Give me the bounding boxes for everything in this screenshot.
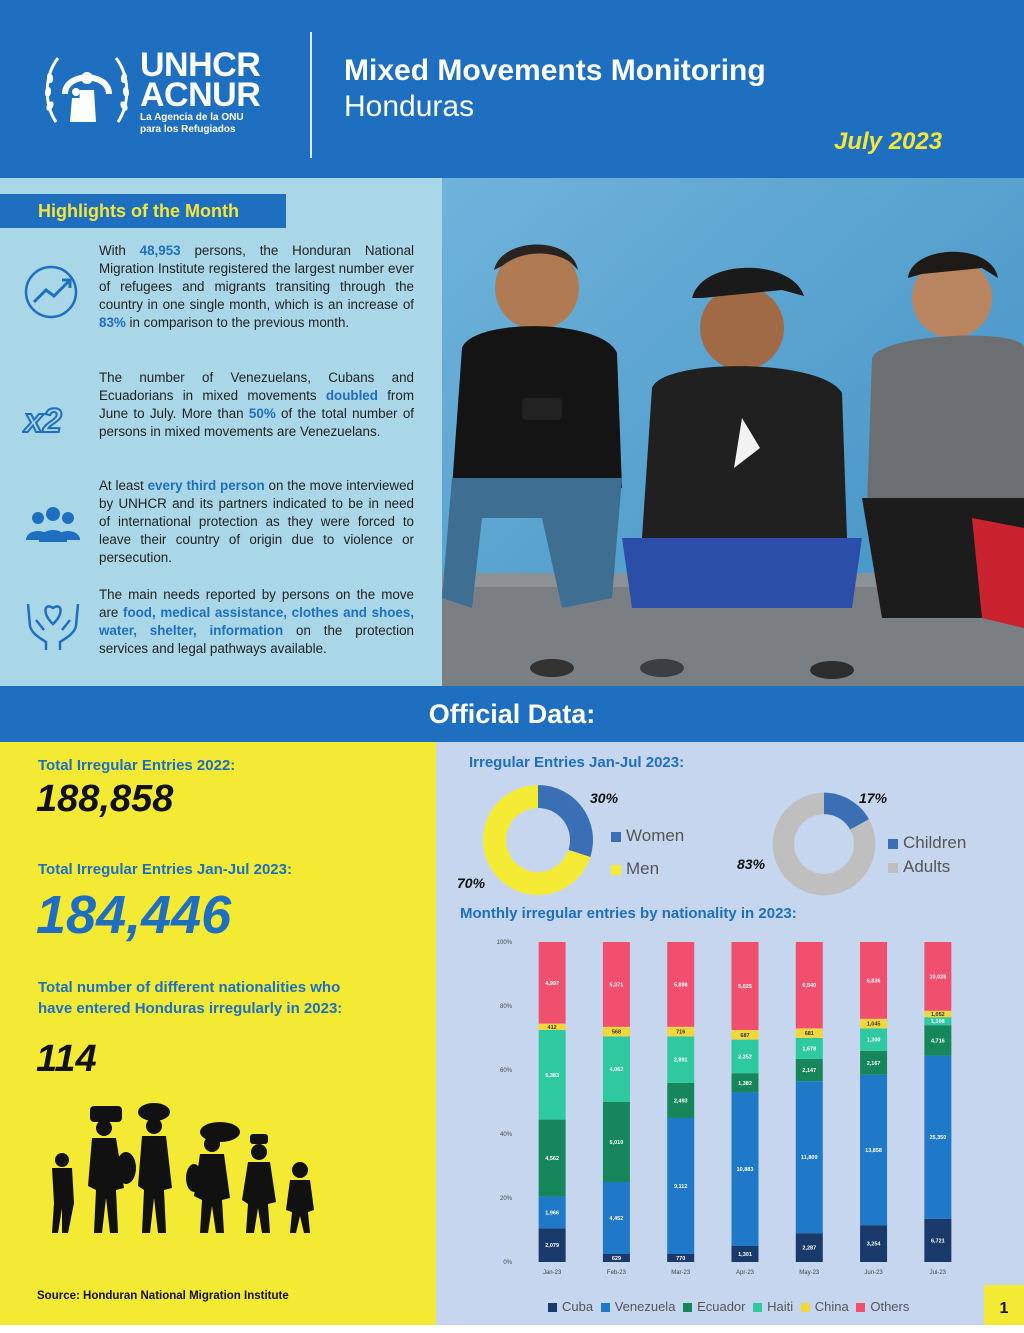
label-total-2023: Total Irregular Entries Jan-Jul 2023: [38, 861, 292, 878]
source-note: Source: Honduran National Migration Institute [37, 1290, 289, 1302]
report-date: July 2023 [834, 128, 943, 155]
legend-adults: Adults [888, 857, 950, 877]
donuts-title: Irregular Entries Jan-Jul 2023: [469, 754, 685, 771]
bar-data-label: 25,350 [929, 1135, 947, 1142]
legend-swatch [856, 1303, 865, 1312]
highlight-1-text: With 48,953 persons, the Honduran National Migration Institute registered the largest number ever of refugees and migrants transiting through the country in one single month, which is an increase of 83% in comparison to the previous month. [99, 243, 414, 330]
donut-gender [478, 780, 598, 900]
unhcr-emblem-icon [40, 42, 134, 138]
x-tick-label: Apr-23 [735, 1270, 755, 1276]
page-subtitle: Honduras [344, 90, 475, 123]
bar-data-label: 1,045 [866, 1021, 881, 1028]
y-tick-label: 60% [499, 1068, 512, 1074]
bar-data-label: 6,836 [866, 978, 881, 985]
legend-children: Children [888, 833, 966, 853]
value-total-2022: 188,858 [36, 778, 174, 820]
donut-age-label-adults: 83% [737, 856, 766, 872]
family-silhouette-icon [44, 1098, 324, 1238]
official-data-heading: Official Data: [0, 686, 1024, 742]
bar-data-label: 1,108 [930, 1019, 945, 1026]
bar-data-label: 4,997 [545, 980, 560, 987]
bar-data-label: 10,883 [736, 1167, 754, 1174]
x-tick-label: Jun-23 [864, 1270, 883, 1276]
highlight-2-text: The number of Venezuelans, Cubans and Ecuadorians in mixed movements doubled from June to July. More than 50% of the total number of persons in mixed movements are Venezuelans. [99, 370, 414, 439]
photo-migrants [442, 178, 1024, 686]
x-tick-label: Feb-23 [606, 1270, 626, 1276]
highlights-tab: Highlights of the Month [0, 194, 286, 228]
donut-age-label-children: 17% [859, 790, 888, 806]
bar-data-label: 687 [740, 1032, 750, 1039]
bar-data-label: 3,254 [866, 1241, 881, 1248]
bar-data-label: 6,721 [930, 1238, 945, 1245]
bar-data-label: 5,625 [738, 984, 752, 990]
monthly-chart-title: Monthly irregular entries by nationality in 2023: [460, 905, 797, 922]
bar-data-label: 1,301 [738, 1252, 752, 1258]
y-tick-label: 100% [496, 940, 512, 946]
bar-data-label: 681 [804, 1031, 814, 1038]
bar-data-label: 11,809 [801, 1155, 818, 1162]
bar-data-label: 1,678 [802, 1046, 817, 1053]
legend-china: China [801, 1299, 849, 1314]
legend-swatch [888, 839, 898, 849]
bar-data-label: 4,062 [609, 1067, 624, 1074]
bar-data-label: 1,382 [738, 1080, 752, 1087]
x-tick-label: Mar-23 [671, 1270, 691, 1276]
logo-wordmark: UNHCR ACNUR [140, 46, 261, 114]
bar-data-label: 2,352 [738, 1054, 752, 1061]
bar-data-label: 2,891 [673, 1057, 688, 1064]
logo-tagline: La Agencia de la ONU para los Refugiados [140, 112, 244, 135]
nationality-legend [548, 1299, 913, 1314]
legend-others: Others [856, 1299, 909, 1314]
x-tick-label: May-23 [799, 1270, 820, 1276]
highlight-4-text: The main needs reported by persons on the move are food, medical assistance, clothes and shoes, water, shelter, information on the protection services and legal pathways available. [99, 587, 414, 656]
highlight-3-text: At least every third person on the move interviewed by UNHCR and its partners indicated to be in need of international protection as they were forced to leave their country of origin due to violence or persecution. [99, 478, 414, 565]
y-tick-label: 80% [499, 1004, 512, 1010]
bar-data-label: 1,052 [930, 1012, 945, 1018]
x-tick-label: Jul-23 [929, 1270, 947, 1276]
value-nationalities: 114 [36, 1038, 97, 1080]
legend-men: Men [611, 859, 659, 879]
bar-data-label: 2,167 [866, 1060, 881, 1067]
legend-swatch [683, 1303, 692, 1312]
legend-swatch [601, 1303, 610, 1312]
bar-data-label: 10,028 [929, 974, 947, 981]
x2-icon [22, 392, 84, 452]
bar-data-label: 1,966 [545, 1210, 560, 1217]
header [0, 0, 1024, 178]
legend-swatch [801, 1303, 810, 1312]
bar-data-label: 412 [547, 1024, 557, 1031]
bar-data-label: 4,452 [609, 1216, 624, 1222]
legend-swatch [888, 863, 898, 873]
legend-swatch [611, 832, 621, 842]
bar-data-label: 5,010 [609, 1140, 624, 1146]
bar-data-label: 629 [611, 1256, 622, 1262]
bar-data-label: 4,562 [545, 1156, 560, 1162]
donut-gender-label-women: 30% [590, 790, 619, 806]
bar-data-label: 2,287 [802, 1245, 817, 1252]
legend-venezuela: Venezuela [601, 1299, 676, 1314]
legend-ecuador: Ecuador [683, 1299, 745, 1314]
page-title: Mixed Movements Monitoring [344, 54, 766, 87]
bar-data-label: 4,716 [930, 1038, 945, 1045]
monthly-stacked-bar-chart [490, 930, 980, 1285]
photo-illustration [442, 178, 1024, 686]
bar-data-label: 13,858 [865, 1148, 882, 1154]
legend-women: Women [611, 826, 684, 846]
x-tick-label: Jan-23 [542, 1270, 562, 1276]
bar-data-label: 6,540 [802, 983, 817, 990]
bar-data-label: 5,898 [673, 982, 688, 989]
people-group-icon [22, 498, 84, 558]
legend-swatch [611, 865, 621, 875]
bar-data-label: 9,112 [673, 1184, 688, 1190]
donut-gender-label-men: 70% [457, 875, 486, 891]
page-number: 1 [984, 1285, 1024, 1325]
label-nationalities: Total number of different nationalities who have entered Honduras irregularly in 2023: [38, 979, 343, 1017]
y-tick-label: 20% [499, 1196, 512, 1202]
bar-data-label: 568 [611, 1029, 622, 1036]
bar-data-label: 5,383 [545, 1072, 560, 1079]
label-total-2022: Total Irregular Entries 2022: [38, 757, 236, 774]
legend-haiti: Haiti [753, 1299, 793, 1314]
bar-data-label: 2,493 [673, 1098, 688, 1105]
hands-heart-icon [22, 594, 84, 654]
bar-data-label: 2,079 [545, 1243, 560, 1250]
y-tick-label: 0% [503, 1260, 512, 1266]
value-total-2023: 184,446 [36, 885, 232, 945]
svg-text:x2: x2 [24, 402, 62, 440]
bar-data-label: 716 [676, 1029, 686, 1036]
header-divider [310, 32, 312, 158]
y-tick-label: 40% [499, 1132, 512, 1138]
legend-cuba: Cuba [548, 1299, 593, 1314]
bar-data-label: 770 [676, 1256, 686, 1262]
legend-swatch [753, 1303, 762, 1312]
bar-data-label: 2,147 [802, 1068, 817, 1074]
bar-data-label: 5,371 [609, 982, 624, 989]
bar-data-label: 1,300 [866, 1037, 881, 1044]
trend-up-icon [22, 262, 84, 322]
legend-swatch [548, 1303, 557, 1312]
